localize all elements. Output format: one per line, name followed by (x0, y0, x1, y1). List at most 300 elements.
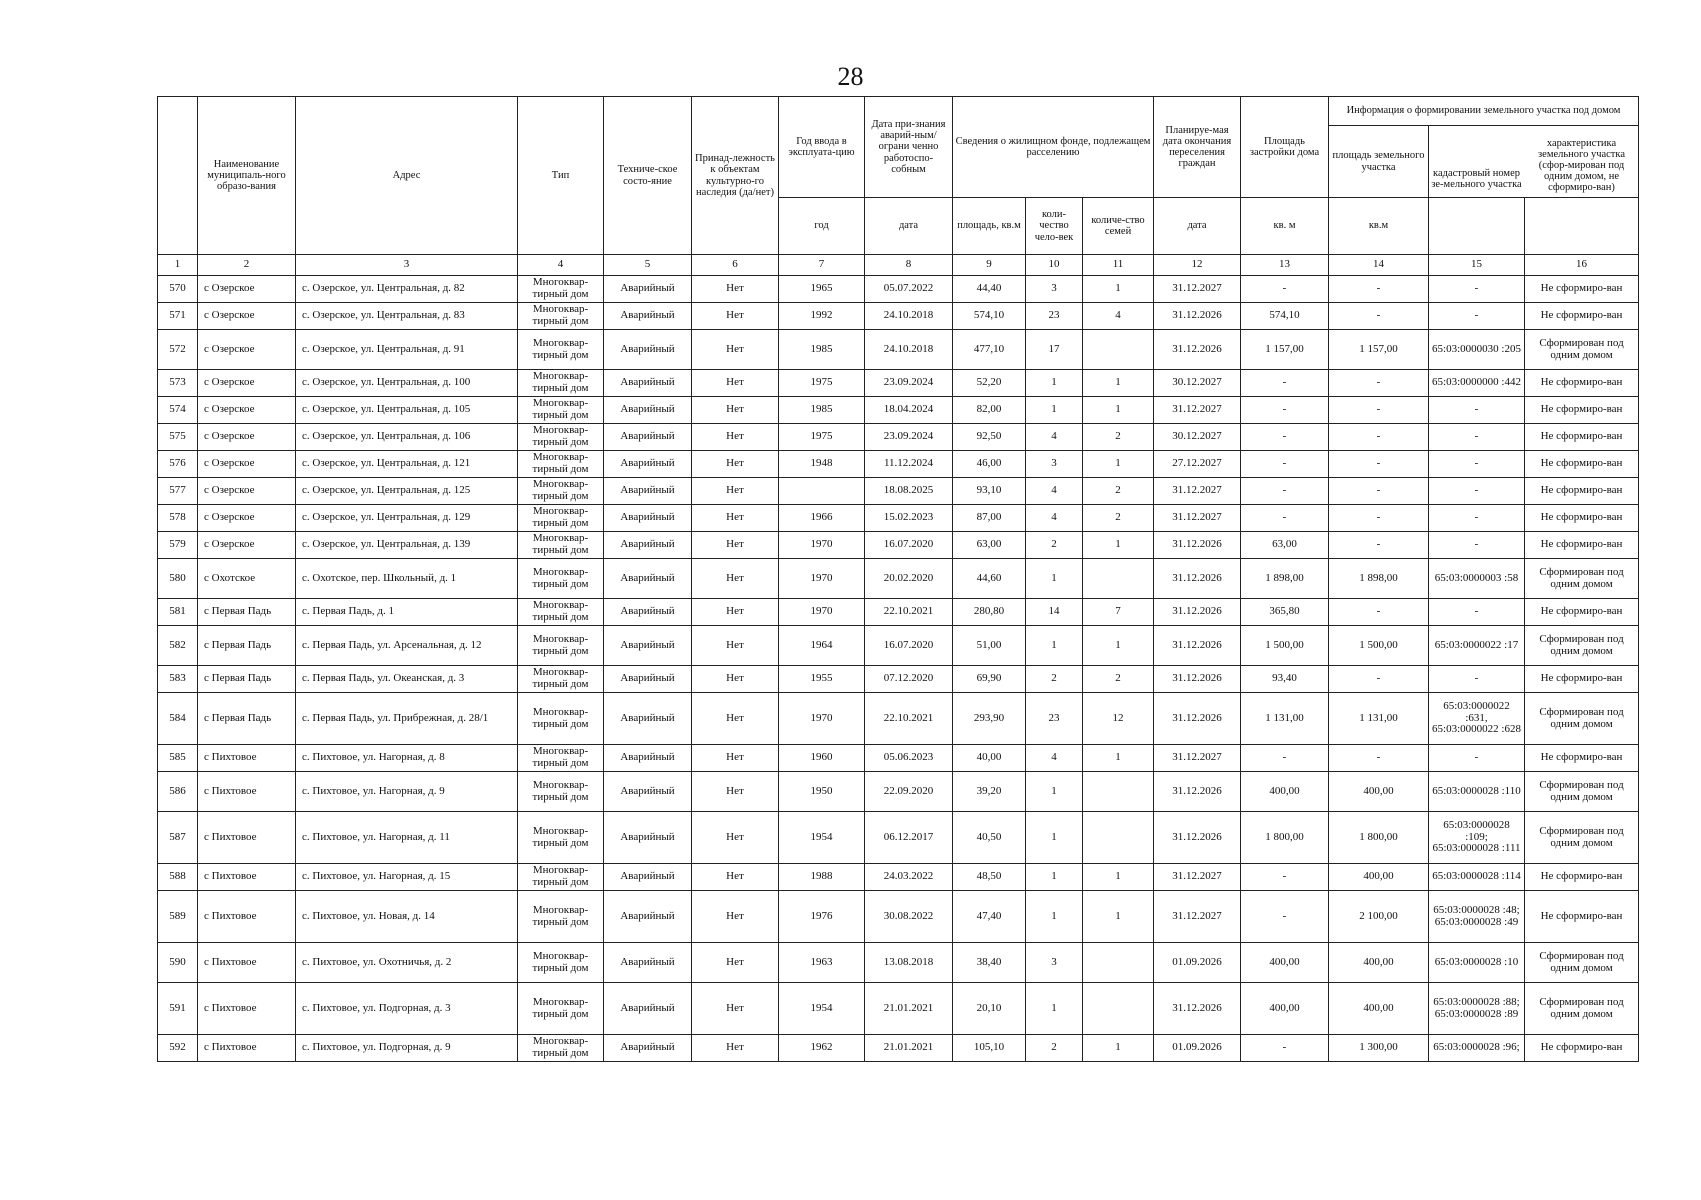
cell-land-status: Не сформиро-ван (1525, 532, 1639, 559)
header-planned-date-unit: дата (1154, 198, 1241, 255)
cell-emergency-date: 21.01.2021 (865, 1035, 953, 1062)
header-planned-date: Планируе-мая дата окончания переселения граждан (1154, 97, 1241, 198)
cell-address: с. Пихтовое, ул. Охотничья, д. 2 (296, 943, 518, 983)
cell-address: с. Озерское, ул. Центральная, д. 125 (296, 478, 518, 505)
cell-municipality: с Озерское (198, 451, 296, 478)
cell-heritage: Нет (692, 891, 779, 943)
cell-building-area: 63,00 (1241, 532, 1329, 559)
cell-row-number: 578 (158, 505, 198, 532)
cell-municipality: с Первая Падь (198, 599, 296, 626)
cell-municipality: с Первая Падь (198, 626, 296, 666)
cell-tech-state: Аварийный (604, 693, 692, 745)
table-row (158, 812, 1639, 864)
cell-year: 1976 (779, 891, 865, 943)
cell-planned-date: 31.12.2026 (1154, 559, 1241, 599)
cell-building-area: 1 157,00 (1241, 330, 1329, 370)
header-people: коли-чество чело-век (1026, 198, 1083, 255)
table-row (158, 424, 1639, 451)
cell-address: с. Пихтовое, ул. Нагорная, д. 11 (296, 812, 518, 864)
cell-year: 1992 (779, 303, 865, 330)
cell-row-number: 582 (158, 626, 198, 666)
cell-heritage: Нет (692, 983, 779, 1035)
cell-cadastral-number: - (1429, 532, 1525, 559)
cell-area: 69,90 (953, 666, 1026, 693)
cell-type: Многоквар-тирный дом (518, 505, 604, 532)
cell-land-status: Не сформиро-ван (1525, 397, 1639, 424)
cell-row-number: 579 (158, 532, 198, 559)
cell-type: Многоквар-тирный дом (518, 891, 604, 943)
cell-cadastral-number: 65:03:0000028 :109; 65:03:0000028 :111 (1429, 812, 1525, 864)
cell-planned-date: 31.12.2026 (1154, 303, 1241, 330)
column-number-row (158, 255, 1639, 276)
cell-families (1083, 812, 1154, 864)
cell-row-number: 585 (158, 745, 198, 772)
cell-municipality: с Пихтовое (198, 1035, 296, 1062)
header-land-area: площадь земельного участка (1329, 126, 1429, 197)
cell-people: 4 (1026, 745, 1083, 772)
cell-emergency-date: 15.02.2023 (865, 505, 953, 532)
cell-tech-state: Аварийный (604, 330, 692, 370)
cell-tech-state: Аварийный (604, 424, 692, 451)
cell-families (1083, 559, 1154, 599)
cell-families (1083, 330, 1154, 370)
cell-row-number: 575 (158, 424, 198, 451)
cell-area: 93,10 (953, 478, 1026, 505)
cell-area: 44,40 (953, 276, 1026, 303)
cell-emergency-date: 07.12.2020 (865, 666, 953, 693)
cell-row-number: 573 (158, 370, 198, 397)
cell-land-area: 1 300,00 (1329, 1035, 1429, 1062)
cell-municipality: с Пихтовое (198, 745, 296, 772)
cell-cadastral-number: 65:03:0000000 :442 (1429, 370, 1525, 397)
cell-municipality: с Озерское (198, 532, 296, 559)
cell-cadastral-number: - (1429, 451, 1525, 478)
cell-type: Многоквар-тирный дом (518, 478, 604, 505)
table-header (158, 97, 1639, 276)
cell-building-area: 400,00 (1241, 983, 1329, 1035)
cell-people: 14 (1026, 599, 1083, 626)
cell-building-area: 1 898,00 (1241, 559, 1329, 599)
cell-cadastral-number: 65:03:0000028 :110 (1429, 772, 1525, 812)
cell-address: с. Озерское, ул. Центральная, д. 139 (296, 532, 518, 559)
cell-tech-state: Аварийный (604, 559, 692, 599)
cell-type: Многоквар-тирный дом (518, 451, 604, 478)
column-number: 2 (198, 255, 296, 276)
header-housing-group: Сведения о жилищном фонде, подлежащем расселению (953, 97, 1154, 198)
cell-address: с. Первая Падь, д. 1 (296, 599, 518, 626)
column-number: 5 (604, 255, 692, 276)
table-row (158, 478, 1639, 505)
cell-year: 1960 (779, 745, 865, 772)
cell-land-area: - (1329, 303, 1429, 330)
cell-planned-date: 31.12.2026 (1154, 330, 1241, 370)
table-row (158, 745, 1639, 772)
cell-year: 1950 (779, 772, 865, 812)
cell-cadastral-number: 65:03:0000028 :114 (1429, 864, 1525, 891)
cell-emergency-date: 05.06.2023 (865, 745, 953, 772)
cell-address: с. Охотское, пер. Школьный, д. 1 (296, 559, 518, 599)
cell-people: 2 (1026, 666, 1083, 693)
cell-year: 1975 (779, 424, 865, 451)
cell-emergency-date: 18.08.2025 (865, 478, 953, 505)
cell-row-number: 588 (158, 864, 198, 891)
cell-heritage: Нет (692, 397, 779, 424)
cell-families: 2 (1083, 424, 1154, 451)
cell-year: 1948 (779, 451, 865, 478)
cell-address: с. Пихтовое, ул. Нагорная, д. 15 (296, 864, 518, 891)
cell-people: 3 (1026, 276, 1083, 303)
column-number: 14 (1329, 255, 1429, 276)
cell-address: с. Озерское, ул. Центральная, д. 82 (296, 276, 518, 303)
cell-families: 1 (1083, 451, 1154, 478)
cell-planned-date: 31.12.2026 (1154, 666, 1241, 693)
cell-land-area: 400,00 (1329, 943, 1429, 983)
cell-type: Многоквар-тирный дом (518, 276, 604, 303)
cell-year: 1988 (779, 864, 865, 891)
cell-heritage: Нет (692, 424, 779, 451)
cell-people: 4 (1026, 505, 1083, 532)
cell-municipality: с Озерское (198, 505, 296, 532)
cell-people: 1 (1026, 626, 1083, 666)
cell-cadastral-number: 65:03:0000022 :17 (1429, 626, 1525, 666)
cell-heritage: Нет (692, 303, 779, 330)
cell-address: с. Пихтовое, ул. Нагорная, д. 8 (296, 745, 518, 772)
cell-planned-date: 31.12.2027 (1154, 505, 1241, 532)
table-row (158, 303, 1639, 330)
column-number: 6 (692, 255, 779, 276)
cell-year: 1970 (779, 599, 865, 626)
cell-families: 12 (1083, 693, 1154, 745)
cell-land-area: - (1329, 505, 1429, 532)
cell-planned-date: 31.12.2026 (1154, 812, 1241, 864)
housing-table-sheet (157, 96, 1625, 1062)
cell-tech-state: Аварийный (604, 745, 692, 772)
cell-emergency-date: 16.07.2020 (865, 626, 953, 666)
cell-area: 63,00 (953, 532, 1026, 559)
header-date-unit: дата (865, 198, 953, 255)
table-row (158, 693, 1639, 745)
cell-land-status: Не сформиро-ван (1525, 451, 1639, 478)
header-land-area-unit: кв.м (1329, 198, 1429, 255)
cell-year: 1985 (779, 330, 865, 370)
column-number: 9 (953, 255, 1026, 276)
cell-row-number: 572 (158, 330, 198, 370)
cell-year: 1970 (779, 693, 865, 745)
cell-heritage: Нет (692, 693, 779, 745)
cell-people: 2 (1026, 1035, 1083, 1062)
cell-land-status: Сформирован под одним домом (1525, 943, 1639, 983)
cell-year: 1965 (779, 276, 865, 303)
cell-municipality: с Озерское (198, 424, 296, 451)
cell-heritage: Нет (692, 626, 779, 666)
table-row (158, 505, 1639, 532)
cell-planned-date: 31.12.2027 (1154, 397, 1241, 424)
cell-tech-state: Аварийный (604, 276, 692, 303)
cell-people: 1 (1026, 864, 1083, 891)
cell-people: 1 (1026, 983, 1083, 1035)
cell-year (779, 478, 865, 505)
cell-area: 38,40 (953, 943, 1026, 983)
cell-families: 1 (1083, 276, 1154, 303)
cell-planned-date: 30.12.2027 (1154, 424, 1241, 451)
cell-area: 105,10 (953, 1035, 1026, 1062)
table-row (158, 1035, 1639, 1062)
cell-land-area: 400,00 (1329, 864, 1429, 891)
cell-heritage: Нет (692, 330, 779, 370)
cell-area: 280,80 (953, 599, 1026, 626)
cell-people: 2 (1026, 532, 1083, 559)
cell-area: 92,50 (953, 424, 1026, 451)
cell-cadastral-number: 65:03:0000028 :48; 65:03:0000028 :49 (1429, 891, 1525, 943)
cell-land-status: Сформирован под одним домом (1525, 626, 1639, 666)
cell-row-number: 591 (158, 983, 198, 1035)
cell-families (1083, 772, 1154, 812)
cell-tech-state: Аварийный (604, 303, 692, 330)
cell-emergency-date: 24.10.2018 (865, 330, 953, 370)
cell-land-status: Не сформиро-ван (1525, 424, 1639, 451)
cell-municipality: с Пихтовое (198, 943, 296, 983)
cell-type: Многоквар-тирный дом (518, 812, 604, 864)
cell-municipality: с Первая Падь (198, 693, 296, 745)
cell-emergency-date: 30.08.2022 (865, 891, 953, 943)
cell-row-number: 576 (158, 451, 198, 478)
cell-families (1083, 943, 1154, 983)
cell-cadastral-number: - (1429, 599, 1525, 626)
cell-cadastral-number: 65:03:0000028 :96; (1429, 1035, 1525, 1062)
cell-type: Многоквар-тирный дом (518, 330, 604, 370)
table-row (158, 532, 1639, 559)
cell-area: 87,00 (953, 505, 1026, 532)
cell-people: 4 (1026, 424, 1083, 451)
table-row (158, 772, 1639, 812)
cell-row-number: 574 (158, 397, 198, 424)
cell-land-area: - (1329, 478, 1429, 505)
cell-municipality: с Озерское (198, 478, 296, 505)
cell-building-area: - (1241, 891, 1329, 943)
cell-people: 1 (1026, 891, 1083, 943)
cell-land-area: 400,00 (1329, 983, 1429, 1035)
cell-year: 1955 (779, 666, 865, 693)
cell-heritage: Нет (692, 370, 779, 397)
cell-building-area: 93,40 (1241, 666, 1329, 693)
cell-cadastral-number: 65:03:0000030 :205 (1429, 330, 1525, 370)
cell-families: 1 (1083, 370, 1154, 397)
cell-type: Многоквар-тирный дом (518, 983, 604, 1035)
column-number: 13 (1241, 255, 1329, 276)
cell-people: 3 (1026, 943, 1083, 983)
column-number: 1 (158, 255, 198, 276)
cell-emergency-date: 18.04.2024 (865, 397, 953, 424)
cell-row-number: 584 (158, 693, 198, 745)
cell-emergency-date: 16.07.2020 (865, 532, 953, 559)
cell-cadastral-number: - (1429, 478, 1525, 505)
cell-families: 1 (1083, 397, 1154, 424)
cell-land-status: Не сформиро-ван (1525, 745, 1639, 772)
cell-building-area: - (1241, 745, 1329, 772)
cell-municipality: с Пихтовое (198, 772, 296, 812)
column-number: 7 (779, 255, 865, 276)
cell-heritage: Нет (692, 599, 779, 626)
cell-year: 1954 (779, 983, 865, 1035)
cell-address: с. Озерское, ул. Центральная, д. 121 (296, 451, 518, 478)
header-municipality: Наименование муниципаль-ного образо-вания (198, 97, 296, 255)
table-row (158, 397, 1639, 424)
cell-municipality: с Озерское (198, 370, 296, 397)
cell-address: с. Озерское, ул. Центральная, д. 106 (296, 424, 518, 451)
cell-row-number: 587 (158, 812, 198, 864)
cell-planned-date: 31.12.2026 (1154, 693, 1241, 745)
header-land-group-title: Информация о формировании земельного участка под домом (1329, 97, 1638, 126)
cell-address: с. Озерское, ул. Центральная, д. 83 (296, 303, 518, 330)
cell-row-number: 581 (158, 599, 198, 626)
cell-type: Многоквар-тирный дом (518, 626, 604, 666)
cell-heritage: Нет (692, 478, 779, 505)
table-row (158, 891, 1639, 943)
cell-people: 1 (1026, 370, 1083, 397)
header-building-area: Площадь застройки дома (1241, 97, 1329, 198)
cell-tech-state: Аварийный (604, 505, 692, 532)
cell-land-area: 1 500,00 (1329, 626, 1429, 666)
cell-row-number: 592 (158, 1035, 198, 1062)
cell-address: с. Озерское, ул. Центральная, д. 129 (296, 505, 518, 532)
cell-emergency-date: 23.09.2024 (865, 424, 953, 451)
cell-families (1083, 983, 1154, 1035)
cell-land-area: 1 131,00 (1329, 693, 1429, 745)
cell-cadastral-number: - (1429, 424, 1525, 451)
column-number: 8 (865, 255, 953, 276)
cell-type: Многоквар-тирный дом (518, 599, 604, 626)
cell-building-area: - (1241, 370, 1329, 397)
cell-planned-date: 31.12.2027 (1154, 276, 1241, 303)
cell-area: 44,60 (953, 559, 1026, 599)
column-number: 4 (518, 255, 604, 276)
cell-area: 40,00 (953, 745, 1026, 772)
cell-land-area: - (1329, 666, 1429, 693)
cell-address: с. Пихтовое, ул. Нагорная, д. 9 (296, 772, 518, 812)
cell-emergency-date: 13.08.2018 (865, 943, 953, 983)
cell-tech-state: Аварийный (604, 370, 692, 397)
cell-families: 2 (1083, 505, 1154, 532)
cell-year: 1954 (779, 812, 865, 864)
cell-building-area: - (1241, 451, 1329, 478)
cell-tech-state: Аварийный (604, 943, 692, 983)
cell-emergency-date: 22.10.2021 (865, 599, 953, 626)
cell-building-area: 1 800,00 (1241, 812, 1329, 864)
cell-families: 1 (1083, 891, 1154, 943)
header-characteristic: характеристика земельного участка (сфор-мирован под одним домом, не сформиро-ван) (1525, 138, 1639, 195)
cell-heritage: Нет (692, 666, 779, 693)
table-row (158, 451, 1639, 478)
cell-municipality: с Первая Падь (198, 666, 296, 693)
cell-year: 1966 (779, 505, 865, 532)
cell-area: 20,10 (953, 983, 1026, 1035)
cell-cadastral-number: - (1429, 303, 1525, 330)
cell-building-area: 365,80 (1241, 599, 1329, 626)
column-number: 15 (1429, 255, 1525, 276)
cell-row-number: 590 (158, 943, 198, 983)
cell-year: 1970 (779, 559, 865, 599)
cell-land-area: - (1329, 451, 1429, 478)
cell-type: Многоквар-тирный дом (518, 772, 604, 812)
cell-municipality: с Озерское (198, 397, 296, 424)
table-row (158, 370, 1639, 397)
cell-land-area: 1 898,00 (1329, 559, 1429, 599)
table-row (158, 276, 1639, 303)
cell-address: с. Озерское, ул. Центральная, д. 100 (296, 370, 518, 397)
table-row (158, 983, 1639, 1035)
cell-families: 1 (1083, 1035, 1154, 1062)
cell-people: 23 (1026, 303, 1083, 330)
cell-emergency-date: 22.09.2020 (865, 772, 953, 812)
cell-planned-date: 31.12.2027 (1154, 478, 1241, 505)
cell-year: 1964 (779, 626, 865, 666)
cell-people: 1 (1026, 559, 1083, 599)
header-area: площадь, кв.м (953, 198, 1026, 255)
cell-row-number: 570 (158, 276, 198, 303)
cell-heritage: Нет (692, 812, 779, 864)
column-number: 11 (1083, 255, 1154, 276)
cell-people: 23 (1026, 693, 1083, 745)
cell-heritage: Нет (692, 505, 779, 532)
cell-heritage: Нет (692, 532, 779, 559)
cell-families: 7 (1083, 599, 1154, 626)
cell-tech-state: Аварийный (604, 1035, 692, 1062)
cell-type: Многоквар-тирный дом (518, 864, 604, 891)
cell-address: с. Озерское, ул. Центральная, д. 91 (296, 330, 518, 370)
cell-tech-state: Аварийный (604, 864, 692, 891)
cell-area: 47,40 (953, 891, 1026, 943)
cell-land-status: Сформирован под одним домом (1525, 983, 1639, 1035)
cell-land-status: Не сформиро-ван (1525, 864, 1639, 891)
header-building-area-unit: кв. м (1241, 198, 1329, 255)
cell-type: Многоквар-тирный дом (518, 370, 604, 397)
cell-families: 2 (1083, 478, 1154, 505)
cell-land-status: Не сформиро-ван (1525, 599, 1639, 626)
cell-land-area: 1 800,00 (1329, 812, 1429, 864)
header-address: Адрес (296, 97, 518, 255)
cell-address: с. Первая Падь, ул. Океанская, д. 3 (296, 666, 518, 693)
table-row (158, 330, 1639, 370)
cell-tech-state: Аварийный (604, 891, 692, 943)
header-heritage: Принад-лежность к объектам культурно-го наследия (да/нет) (692, 97, 779, 255)
cell-building-area: 400,00 (1241, 943, 1329, 983)
cell-land-area: - (1329, 370, 1429, 397)
cell-emergency-date: 23.09.2024 (865, 370, 953, 397)
header-emergency-date: Дата при-знания аварий-ным/ограни ченно работоспо-собным (865, 97, 953, 198)
cell-land-area: 1 157,00 (1329, 330, 1429, 370)
cell-land-status: Сформирован под одним домом (1525, 693, 1639, 745)
table-row (158, 599, 1639, 626)
cell-type: Многоквар-тирный дом (518, 943, 604, 983)
cell-people: 17 (1026, 330, 1083, 370)
cell-land-status: Не сформиро-ван (1525, 370, 1639, 397)
cell-land-area: 400,00 (1329, 772, 1429, 812)
cell-emergency-date: 05.07.2022 (865, 276, 953, 303)
cell-heritage: Нет (692, 772, 779, 812)
cell-tech-state: Аварийный (604, 532, 692, 559)
cell-families: 1 (1083, 745, 1154, 772)
cell-area: 574,10 (953, 303, 1026, 330)
cell-type: Многоквар-тирный дом (518, 424, 604, 451)
table-row (158, 666, 1639, 693)
cell-address: с. Пихтовое, ул. Подгорная, д. 3 (296, 983, 518, 1035)
cell-type: Многоквар-тирный дом (518, 559, 604, 599)
cell-building-area: - (1241, 505, 1329, 532)
cell-cadastral-number: 65:03:0000022 :631, 65:03:0000022 :628 (1429, 693, 1525, 745)
cell-area: 51,00 (953, 626, 1026, 666)
cell-building-area: - (1241, 1035, 1329, 1062)
cell-row-number: 583 (158, 666, 198, 693)
